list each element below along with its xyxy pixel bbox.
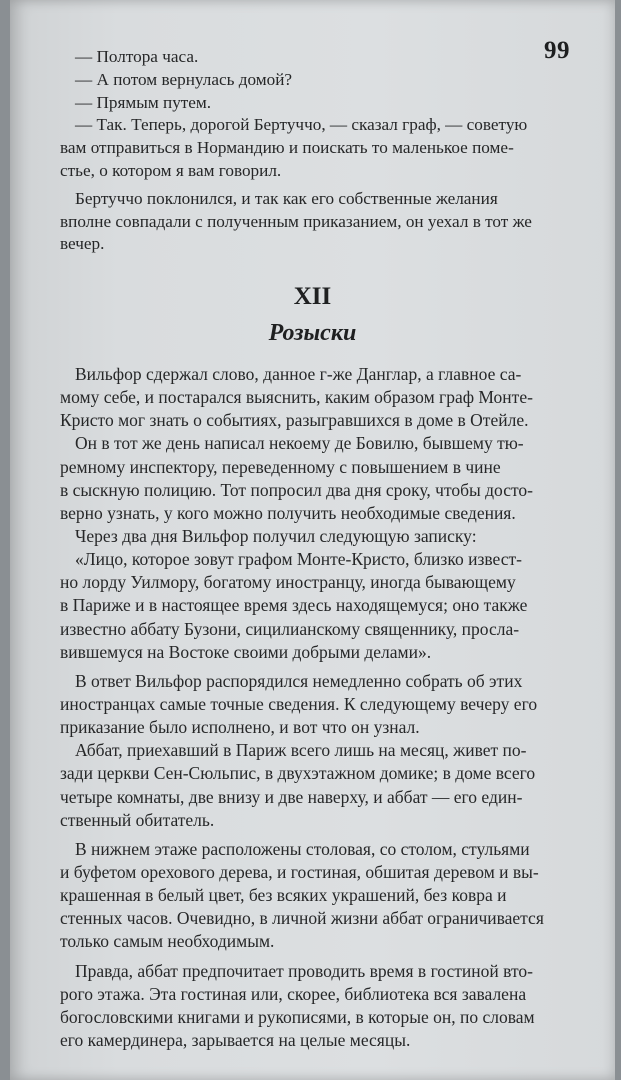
text-line: Он в тот же день написал некоему де Бовилю, бывшему тю- (75, 433, 524, 454)
text-line: — А потом вернулась домой? (75, 69, 293, 89)
text-line: верно узнать, у кого можно получить необходимые сведения. (60, 502, 516, 523)
text-line: — Так. Теперь, дорогой Бертуччо, — сказал граф, — советую (75, 115, 528, 135)
text-line: приказание было исполнено, и вот что он узнал. (60, 717, 420, 738)
text-line: его камердинера, зарывается на целые месяцы. (60, 1029, 411, 1050)
text-line: — Полтора часа. (75, 47, 199, 66)
text-line: Бертуччо поклонился, и так как его собственные желания (75, 188, 498, 208)
text-line: вполне совпадали с полученным приказанием, он уехал в тот же (60, 211, 532, 231)
text-line: Аббат, приехавший в Париж всего лишь на месяц, живет по- (75, 740, 527, 761)
intro-dialogue (60, 46, 592, 256)
text-line: стенных часов. Очевидно, в личной жизни аббат ограничивается (60, 908, 544, 929)
chapter-number: XII (293, 283, 332, 310)
text-line: вечер. (60, 234, 105, 254)
text-line: вам отправиться в Нормандию и поискать то маленькое поме- (60, 138, 514, 158)
chapter-title: Розыски (268, 320, 357, 346)
text-line: — Прямым путем. (75, 92, 212, 112)
text-line: Кристо мог знать о событиях, разыгравшихся в доме в Отейле. (60, 410, 529, 431)
text-line: вившемуся на Востоке своими добрыми делами». (60, 641, 432, 662)
text-line: но лорду Уилмору, богатому иностранцу, иногда бывающему (60, 572, 516, 593)
book-page (10, 0, 615, 1080)
text-line: только самым необходимым. (60, 931, 275, 952)
text-line: «Лицо, которое зовут графом Монте-Кристо, близко извест- (75, 549, 522, 570)
text-line: в сыскную полицию. Тот попросил два дня сроку, чтобы досто- (60, 479, 534, 500)
text-line: стье, о котором я вам говорил. (60, 160, 282, 180)
text-line: В ответ Вильфор распорядился немедленно собрать об этих (75, 670, 523, 691)
page-number: 99 (544, 37, 570, 64)
text-line: четыре комнаты, две внизу и две наверху, и аббат — его един- (60, 786, 523, 807)
text-line: известно аббату Бузони, сицилианскому священнику, просла- (60, 618, 520, 639)
text-line: ственный обитатель. (60, 809, 215, 830)
chapter-heading (10, 282, 615, 350)
text-line: иностранцах самые точные сведения. К следующему вечеру его (60, 693, 538, 714)
text-line: рого этажа. Эта гостиная или, скорее, библиотека вся завалена (60, 983, 527, 1004)
text-line: и буфетом орехового дерева, и гостиная, обшитая деревом и вы- (60, 861, 539, 882)
text-line: зади церкви Сен-Сюльпис, в двухэтажном домике; в доме всего (60, 763, 536, 784)
text-line: В нижнем этаже расположены столовая, со столом, стульями (75, 838, 530, 859)
text-line: мому себе, и постарался выяснить, каким образом граф Монте- (60, 387, 533, 408)
text-line: Через два дня Вильфор получил следующую записку: (75, 525, 477, 546)
text-line: в Париже и в настоящее время здесь находящемуся; оно также (60, 595, 528, 616)
text-line: Правда, аббат предпочитает проводить время в гостиной вто- (75, 960, 533, 981)
text-line: крашенная в белый цвет, без всяких украшений, без ковра и (60, 885, 507, 906)
chapter-body (60, 363, 592, 1052)
text-line: Вильфор сдержал слово, данное г-же Данглар, а главное са- (75, 364, 522, 384)
text-line: ремному инспектору, переведенному с повышением в чине (60, 456, 501, 477)
text-line: богословскими книгами и рукописями, в которые он, по словам (60, 1006, 535, 1027)
